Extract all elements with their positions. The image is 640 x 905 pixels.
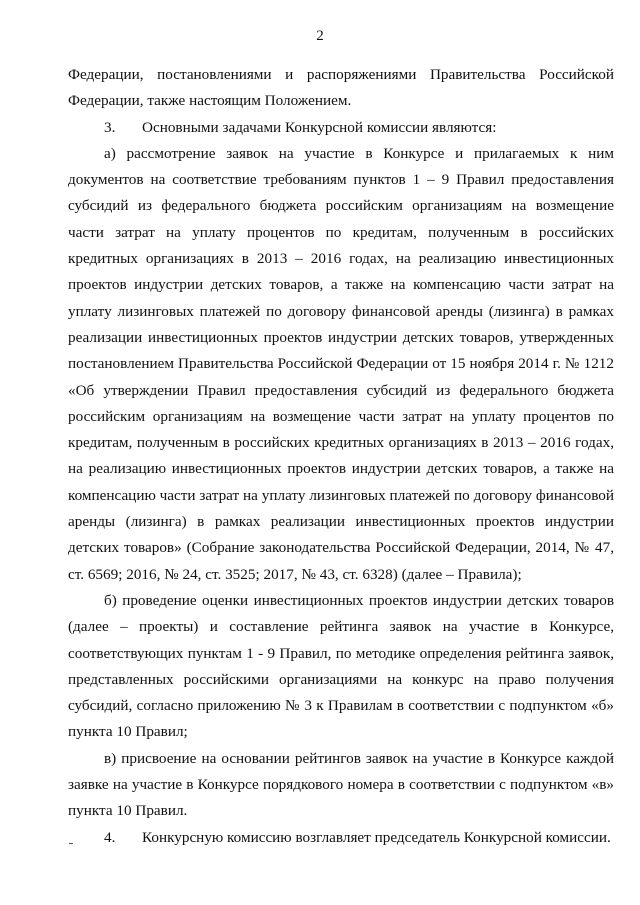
page-number: 2 — [316, 28, 324, 44]
paragraph-3-number: 3. — [104, 118, 116, 136]
paragraph-c: в) присвоение на основании рейтингов заявок на участие в Конкурсе каждой заявке на участие в Конкурсе порядкового номера в соответствии с подпунктом «в» пункта 10 Правил. — [68, 749, 614, 820]
paragraph-intro: Федерации, постановлениями и распоряжениями Правительства Российской Федерации, также настоящим Положением. — [68, 66, 614, 110]
paragraph-4 — [68, 825, 614, 851]
paragraph-3 — [68, 115, 614, 141]
paragraph-a: а) рассмотрение заявок на участие в Конкурсе и прилагаемых к ним документов на соответствие требованиям пунктов 1 – 9 Правил предоставления субсидий из федерального бюджета российским организациям на возмещение части затрат на уплату процентов по кредитам, полученным в российских кредитных организациях в 2013 – 2016 годах, на реализацию инвестиционных проектов индустрии детских товаров, а также на компенсацию части затрат на уплату лизинговых платежей по договору финансовой аренды (лизинга) в рамках реализации инвестиционных проектов индустрии детских товаров, утвержденных постановлением Правительства Российской Федерации от 15 ноября 2014 г. № 1212 «Об утверждении Правил предоставления субсидий из федерального бюджета российским организациям на возмещение части затрат на уплату процентов по кредитам, полученным в российских кредитных организациях в 2013 – 2016 годах, на реализацию инвестиционных проектов индустрии детских товаров, а также на компенсацию части затрат на уплату лизинговых платежей по договору финансовой аренды (лизинга) в рамках реализации инвестиционных проектов индустрии детских товаров» (Собрание законодательства Российской Федерации, 2014, № 47, ст. 6569; 2016, № 24, ст. 3525; 2017, № 43, ст. 6328) (далее – Правила); — [68, 144, 614, 583]
paragraph-4-number: 4. — [104, 828, 116, 846]
paragraph-4-text: Конкурсную комиссию возглавляет председатель Конкурсной комиссии. — [142, 828, 611, 846]
paragraph-b: б) проведение оценки инвестиционных проектов индустрии детских товаров (далее – проекты) и составление рейтинга заявок на участие в Конкурсе, соответствующих пунктам 1 - 9 Правил, по методике определения рейтинга заявок, представленных российскими организациями на конкурс на право получения субсидий, согласно приложению № 3 к Правилам в соответствии с подпунктом «б» пункта 10 Правил; — [68, 591, 614, 741]
scan-artifact — [69, 843, 73, 844]
document-body — [68, 62, 614, 851]
paragraph-3-text: Основными задачами Конкурсной комиссии являются: — [142, 118, 497, 136]
